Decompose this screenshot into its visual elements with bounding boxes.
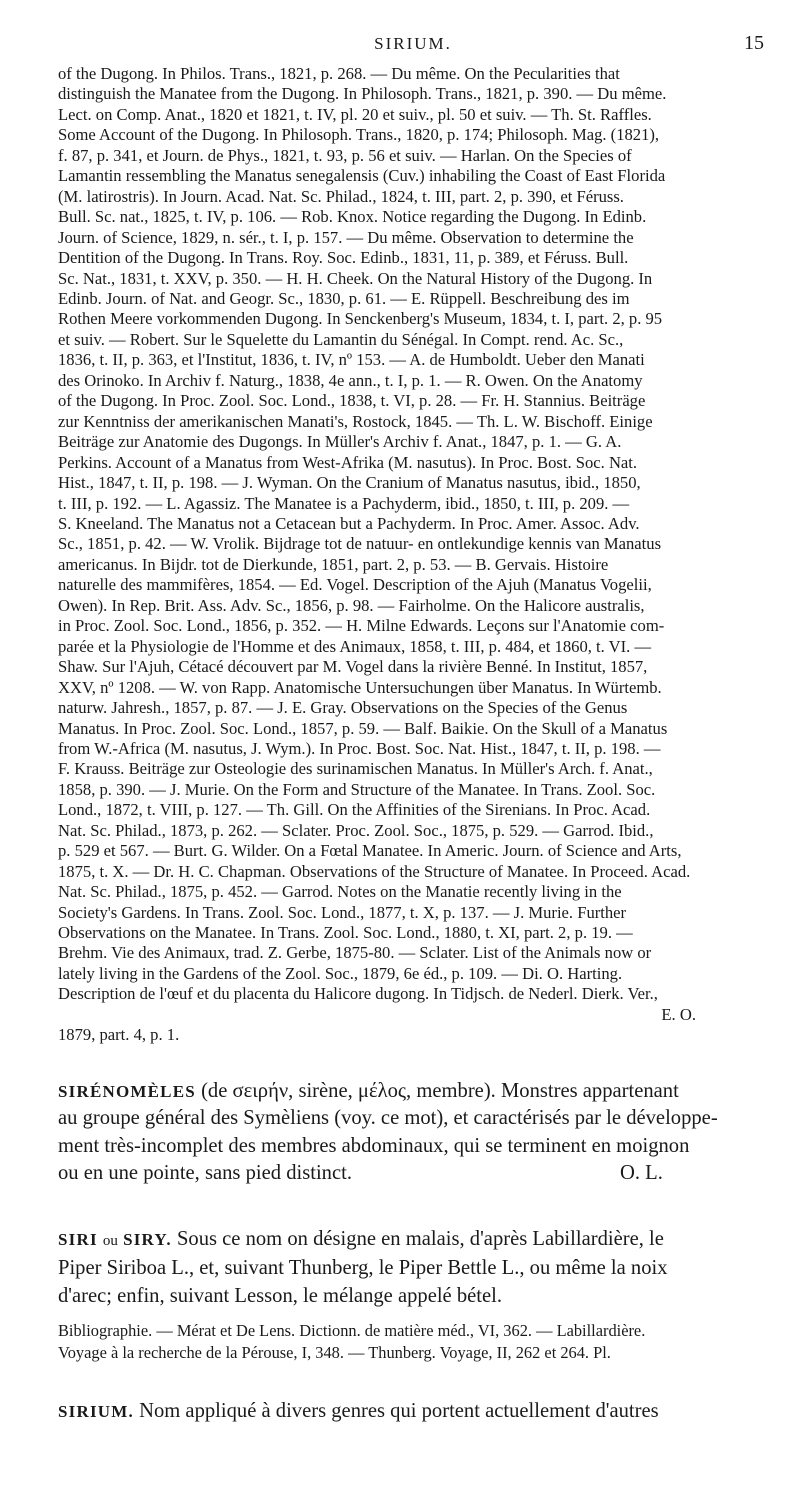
headword-siri: SIRI	[58, 1229, 98, 1249]
bibliography-line: parée et la Physiologie de l'Homme et des Animaux, 1858, t. III, p. 484, et 1860, t. VI. —	[58, 636, 652, 656]
bibliography-line: Beiträge zur Anatomie des Dugongs. In Müller's Archiv f. Anat., 1847, p. 1. — G. A.	[58, 432, 622, 452]
bibliography-line: Brehm. Vie des Animaux, trad. Z. Gerbe, 1875-80. — Sclater. List of the Animals now or	[58, 943, 652, 963]
bibliography-line: naturelle des mammifères, 1854. — Ed. Vogel. Description of the Ajuh (Manatus Vogelii,	[58, 575, 652, 595]
bibliography-line: Sc. Nat., 1831, t. XXV, p. 350. — H. H. Cheek. On the Natural History of the Dugong. In	[58, 268, 653, 288]
bibliography-line: Bibliographie. — Mérat et De Lens. Dictionn. de matière méd., VI, 362. — Labillardière.	[58, 1321, 646, 1341]
bibliography-line: Hist., 1847, t. II, p. 198. — J. Wyman. On the Cranium of Manatus nasutus, ibid., 1850,	[58, 473, 641, 493]
bibliography-line: Lect. on Comp. Anat., 1820 et 1821, t. IV, pl. 20 et suiv., pl. 50 et suiv. — Th. St. Raffles.	[58, 104, 652, 124]
bibliography-line: Observations on the Manatee. In Trans. Zool. Soc. Lond., 1880, t. XI, part. 2, p. 19. —	[58, 923, 633, 943]
bibliography-line: naturw. Jahresh., 1857, p. 87. — J. E. Gray. Observations on the Species of the Genus	[58, 698, 628, 718]
bibliography-line: Nat. Sc. Philad., 1875, p. 452. — Garrod. Notes on the Manatie recently living in the	[58, 882, 622, 902]
bibliography-line: Dentition of the Dugong. In Trans. Roy. Soc. Edinb., 1831, 11, p. 389, et Féruss. Bull.	[58, 248, 629, 268]
bibliography-line: t. III, p. 192. — L. Agassiz. The Manatee is a Pachyderm, ibid., 1850, t. III, p. 209. —	[58, 493, 630, 513]
headword-sirium: SIRIUM.	[58, 1402, 134, 1422]
entry-bibliography	[58, 1320, 768, 1364]
bibliography-line: Lond., 1872, t. VIII, p. 127. — Th. Gill. On the Affinities of the Sirenians. In Proc. Acad.	[58, 800, 651, 820]
running-title: SIRIUM.	[374, 34, 452, 53]
bibliography-last-line: 1879, part. 4, p. 1.	[58, 1025, 180, 1045]
bibliography-line: Bull. Sc. nat., 1825, t. IV, p. 106. — Rob. Knox. Notice regarding the Dugong. In Edinb.	[58, 207, 647, 227]
bibliography-line: Rothen Meere vorkommenden Dugong. In Senckenberg's Museum, 1834, t. I, part. 2, p. 95	[58, 309, 663, 329]
bibliography-line: 1858, p. 390. — J. Murie. On the Form and Structure of the Manatee. In Trans. Zool. Soc.	[58, 779, 656, 799]
bibliography-line: Lamantin ressembling the Manatus senegalensis (Cuv.) inhabiling the Coast of East Florida	[58, 166, 666, 186]
bibliography-line: zur Kenntniss der amerikanischen Manati's, Rostock, 1845. — Th. L. W. Bischoff. Einige	[58, 411, 653, 431]
headword-siry: SIRY.	[123, 1229, 172, 1249]
bibliography-line: lately living in the Gardens of the Zool. Soc., 1879, 6e éd., p. 109. — Di. O. Harting.	[58, 963, 623, 983]
entry-sirenomeles	[58, 1078, 768, 1188]
bibliography-line: F. Krauss. Beiträge zur Osteologie des surinamischen Manatus. In Müller's Arch. f. Anat.,	[58, 759, 653, 779]
bibliography-line: Voyage à la recherche de la Pérouse, I, 348. — Thunberg. Voyage, II, 262 et 264. Pl.	[58, 1343, 611, 1363]
bibliography-line: Description de l'œuf et du placenta du Halicore dugong. In Tidjsch. de Nederl. Dierk. Ver.,	[58, 984, 658, 1004]
bibliography-line: Nat. Sc. Philad., 1873, p. 262. — Sclater. Proc. Zool. Soc., 1875, p. 529. — Garrod. Ibid.,	[58, 820, 654, 840]
entry-text-line: Piper Siriboa L., et, suivant Thunberg, le Piper Bettle L., ou même la noix	[58, 1257, 668, 1280]
bibliography-line: Perkins. Account of a Manatus from West-Afrika (M. nasutus). In Proc. Bost. Soc. Nat.	[58, 452, 638, 472]
bibliography-line: americanus. In Bijdr. tot de Dierkunde, 1851, part. 2, p. 53. — B. Gervais. Histoire	[58, 554, 609, 574]
bibliography-line: Sc., 1851, p. 42. — W. Vrolik. Bijdrage tot de natuur- en ontlekundige kennis van Manatus	[58, 534, 662, 554]
entry-first-line	[58, 1226, 768, 1256]
bibliography-line: of the Dugong. In Philos. Trans., 1821, p. 268. — Du même. On the Pecularities that	[58, 64, 620, 83]
entry-text-line: d'arec; enfin, suivant Lesson, le mélange appelé bétel.	[58, 1284, 503, 1307]
bibliography-line: (M. latirostris). In Journ. Acad. Nat. Sc. Philad., 1824, t. III, part. 2, p. 390, et Féruss.	[58, 186, 624, 206]
entry-last-line	[58, 1160, 768, 1188]
bibliography-line: Owen). In Rep. Brit. Ass. Adv. Sc., 1856, p. 98. — Fairholme. On the Halicore australis,	[58, 595, 645, 615]
entry-first-line	[58, 1398, 768, 1426]
entry-text-line: Sous ce nom on désigne en malais, d'après Labillardière, le	[176, 1227, 664, 1250]
bibliography-line: p. 529 et 567. — Burt. G. Wilder. On a Fœtal Manatee. In Americ. Journ. of Science and Arts,	[58, 841, 682, 861]
bibliography-line: of the Dugong. In Proc. Zool. Soc. Lond., 1838, t. VI, p. 28. — Fr. H. Stannius. Beiträge	[58, 391, 646, 411]
bibliography-line: 1836, t. II, p. 363, et l'Institut, 1836, t. IV, nº 153. — A. de Humboldt. Ueber den Manati	[58, 350, 645, 370]
bibliography-line: Manatus. In Proc. Zool. Soc. Lond., 1857, p. 59. — Balf. Baikie. On the Skull of a Manatus	[58, 718, 668, 738]
entry-text-line: ment très-incomplet des membres abdominaux, qui se terminent en moignon	[58, 1134, 690, 1157]
bibliography-line: S. Kneeland. The Manatus not a Cetacean but a Pachyderm. In Proc. Amer. Assoc. Adv.	[58, 513, 640, 533]
running-header	[58, 34, 768, 64]
bibliography-line: des Orinoko. In Archiv f. Naturg., 1838, 4e ann., t. I, p. 1. — R. Owen. On the Anatomy	[58, 370, 643, 390]
page-number: 15	[744, 32, 764, 54]
bibliography-line: from W.-Africa (M. nasutus, J. Wym.). In Proc. Bost. Soc. Nat. Hist., 1847, t. II, p. 198. —	[58, 738, 661, 758]
bibliography-line: in Proc. Zool. Soc. Lond., 1856, p. 352. — H. Milne Edwards. Leçons sur l'Anatomie com-	[58, 616, 665, 636]
entry-sirium	[58, 1398, 768, 1426]
bibliography-line: 1875, t. X. — Dr. H. C. Chapman. Observations of the Structure of Manatee. In Proceed. Acad.	[58, 861, 691, 881]
bibliography-line: Society's Gardens. In Trans. Zool. Soc. Lond., 1877, t. X, p. 137. — J. Murie. Further	[58, 902, 627, 922]
entry-text-line: au groupe général des Symèliens (voy. ce mot), et caractérisés par le développe-	[58, 1107, 718, 1130]
bibliography-line: Shaw. Sur l'Ajuh, Cétacé découvert par M. Vogel dans la rivière Benné. In Institut, 1857,	[58, 657, 648, 677]
author-signature: O. L.	[619, 1162, 663, 1185]
bibliography-line: XXV, nº 1208. — W. von Rapp. Anatomische Untersuchungen über Manatus. In Würtemb.	[58, 677, 662, 697]
entry-text-line: ou en une pointe, sans pied distinct.	[58, 1162, 352, 1185]
bibliography-line: Journ. of Science, 1829, n. sér., t. I, p. 157. — Du même. Observation to determine the	[58, 227, 634, 247]
bibliography-line: et suiv. — Robert. Sur le Squelette du Lamantin du Sénégal. In Compt. rend. Ac. Sc.,	[58, 329, 624, 349]
bibliography-line: distinguish the Manatee from the Dugong. In Philosoph. Trans., 1821, p. 390. — Du même.	[58, 84, 667, 104]
bibliography-line: f. 87, p. 341, et Journ. de Phys., 1821, t. 93, p. 56 et suiv. — Harlan. On the Species of	[58, 145, 632, 165]
headword-sirenomeles: SIRÉNOMÈLES	[58, 1081, 196, 1101]
bibliography-line: Some Account of the Dugong. In Philosoph. Trans., 1820, p. 174; Philosoph. Mag. (1821),	[58, 125, 660, 145]
entry-text-line: Nom appliqué à divers genres qui portent actuellement d'autres	[139, 1400, 659, 1423]
bibliography-signature: E. O.	[661, 1004, 696, 1024]
entry-text-line: (de σειρήν, sirène, μέλος, membre). Monstres appartenant	[201, 1079, 679, 1102]
bibliography-line: Edinb. Journ. of Nat. and Geogr. Sc., 1830, p. 61. — E. Rüppell. Beschreibung des im	[58, 288, 630, 308]
headword-conjunction: ou	[102, 1232, 118, 1249]
entry-siri	[58, 1226, 768, 1365]
entry-first-line	[58, 1078, 768, 1106]
bibliography-block	[58, 64, 768, 1046]
